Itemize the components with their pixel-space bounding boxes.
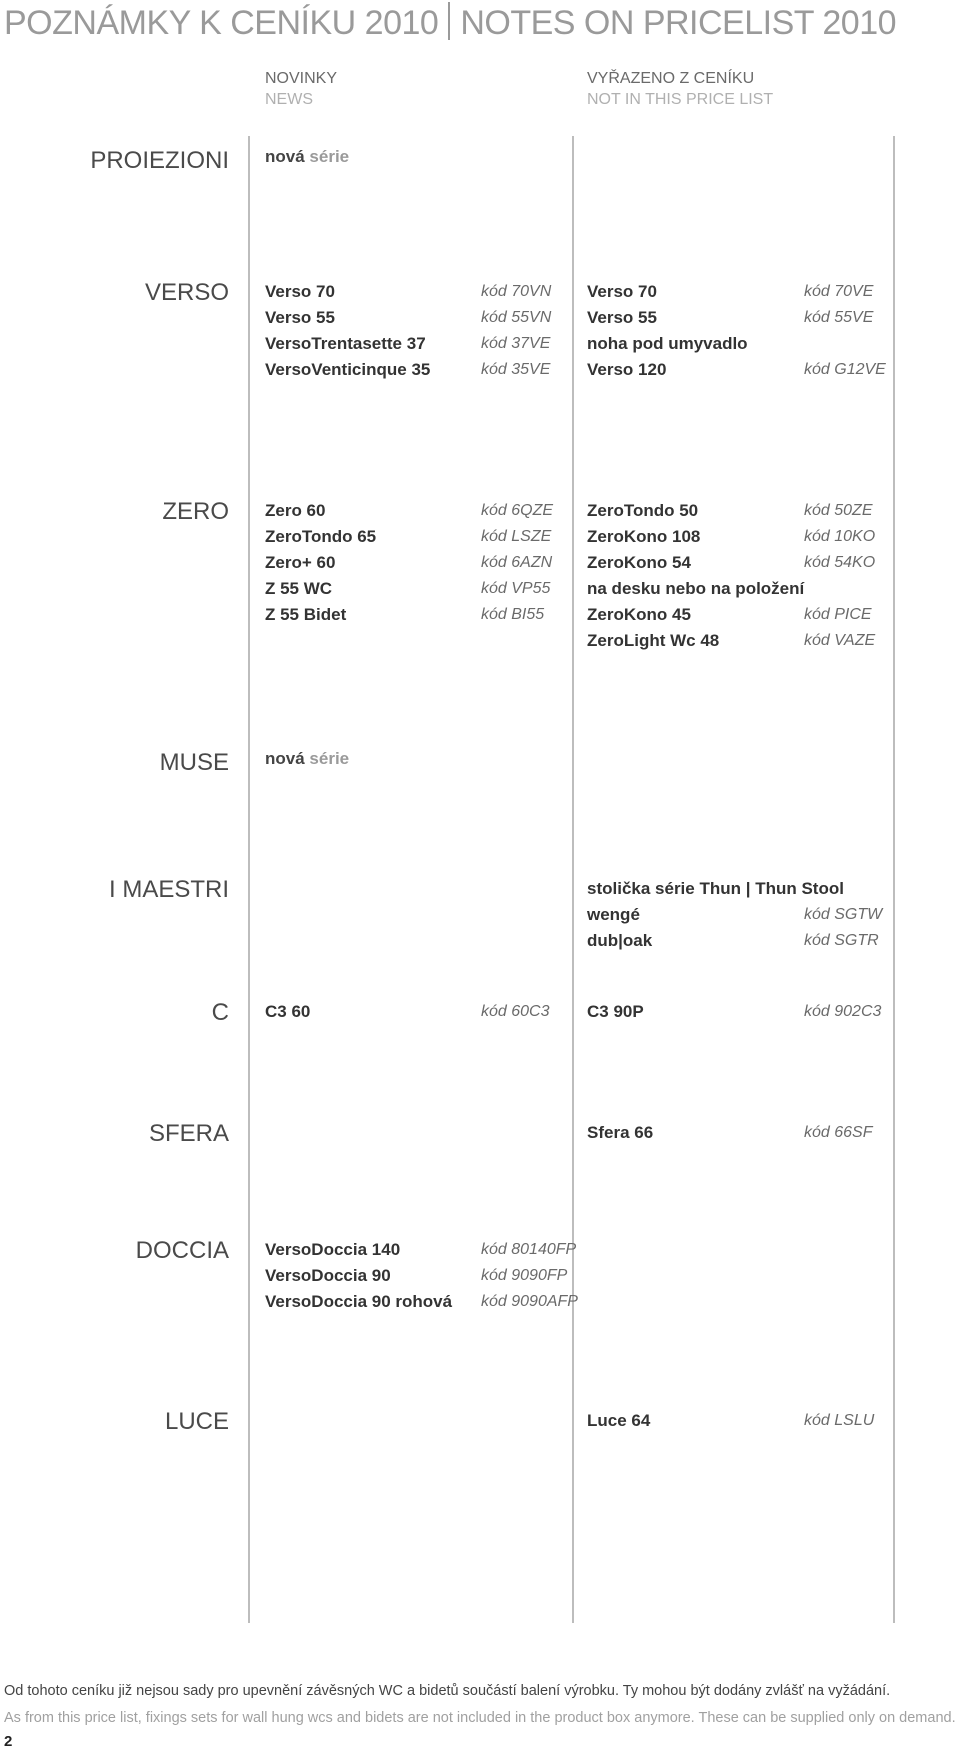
removed-item-name: na desku nebo na položení [587,579,805,598]
removed-item-name: dub|oak [587,931,653,950]
removed-item-code: kód SGTW [804,906,883,923]
news-item-code: kód VP55 [481,580,551,597]
news-item-code: kód 70VN [481,283,552,300]
section-name: MUSE [159,749,229,776]
news-item-code: kód 6QZE [481,502,554,519]
footnote-en: As from this price list, fixings sets for wall hung wcs and bidets are not included in the product box anymore. These can be supplied only on demand. [4,1710,956,1726]
page-title [4,2,896,43]
divider-left [248,136,250,1623]
news-item-code: kód 9090AFP [481,1293,578,1310]
removed-item-name: ZeroKono 54 [587,553,691,572]
title-cz: POZNÁMKY K CENÍKU 2010 [4,4,439,42]
removed-column-header [587,68,773,110]
news-item-name: VersoTrentasette 37 [265,334,426,353]
removed-item-name: ZeroKono 108 [587,527,701,546]
removed-item-code: kód 902C3 [804,1003,882,1020]
removed-item-code: kód PICE [804,606,872,623]
news-item-name: Z 55 WC [265,579,333,598]
removed-header-en: NOT IN THIS PRICE LIST [587,91,774,108]
new-series-label [265,147,349,167]
news-header-cz: NOVINKY [265,70,338,87]
news-item-code: kód BI55 [481,606,545,623]
news-item-name: VersoDoccia 90 rohová [265,1292,453,1311]
news-item-name: Verso 70 [265,282,335,301]
divider-right [893,136,895,1623]
removed-item-name: Verso 55 [587,308,657,327]
removed-item-name: noha pod umyvadlo [587,334,748,353]
section-name: ZERO [162,498,229,525]
news-item-code: kód 6AZN [481,554,553,571]
removed-item-name: C3 90P [587,1002,644,1021]
news-item-code: kód 55VN [481,309,552,326]
news-item-name: Zero+ 60 [265,553,336,572]
removed-item-code: kód SGTR [804,932,879,949]
removed-item-name: stolička série Thun | Thun Stool [587,879,844,898]
removed-item-name: wengé [587,905,640,924]
news-item-name: Verso 55 [265,308,335,327]
title-divider [448,2,450,40]
removed-item-code: kód G12VE [804,361,886,378]
divider-middle [572,136,574,1623]
news-item-name: Z 55 Bidet [265,605,347,624]
news-item-code: kód 37VE [481,335,551,352]
removed-item-code: kód 50ZE [804,502,873,519]
section-name: SFERA [148,1120,229,1147]
section-name: PROIEZIONI [90,147,229,174]
news-header-en: NEWS [265,91,313,108]
removed-item-name: Verso 120 [587,360,667,379]
removed-item-code: kód 10KO [804,528,876,545]
news-item-name: ZeroTondo 65 [265,527,377,546]
removed-item-code: kód 55VE [804,309,874,326]
removed-item-name: Verso 70 [587,282,657,301]
removed-item-name: ZeroTondo 50 [587,501,699,520]
news-item-name: VersoDoccia 140 [265,1240,401,1259]
section-name: VERSO [144,279,229,306]
news-item-name: Zero 60 [265,501,326,520]
news-item-code: kód 35VE [481,361,551,378]
new-series-word1: nová [265,147,305,166]
section-name: C [211,999,229,1026]
new-series-word1: nová [265,749,305,768]
removed-item-name: ZeroLight Wc 48 [587,631,720,650]
removed-item-code: kód LSLU [804,1412,875,1429]
removed-item-code: kód 54KO [804,554,876,571]
new-series-word2: série [309,749,350,768]
removed-item-name: Luce 64 [587,1411,651,1430]
news-item-code: kód 60C3 [481,1003,550,1020]
removed-item-code: kód VAZE [804,632,876,649]
removed-item-name: Sfera 66 [587,1123,654,1142]
removed-header-cz: VYŘAZENO Z CENÍKU [587,70,755,87]
news-item-name: VersoDoccia 90 [265,1266,391,1285]
removed-item-code: kód 70VE [804,283,874,300]
news-item-name: VersoVenticinque 35 [265,360,431,379]
new-series-word2: série [309,147,350,166]
removed-item-name: ZeroKono 45 [587,605,691,624]
footnote-cz: Od tohoto ceníku již nejsou sady pro upevnění závěsných WC a bidetů součástí balení výrobku. Ty mohou být dodány zvlášť na vyžádání. [4,1683,891,1699]
new-series-label [265,749,349,769]
page-number: 2 [4,1733,13,1750]
news-item-code: kód 9090FP [481,1267,568,1284]
news-item-code: kód 80140FP [481,1241,577,1258]
section-name: I MAESTRI [108,876,229,903]
section-name: DOCCIA [135,1237,229,1264]
title-en: NOTES ON PRICELIST 2010 [460,4,897,42]
news-item-code: kód LSZE [481,528,552,545]
news-column-header [265,68,337,110]
section-name: LUCE [164,1408,229,1435]
removed-item-code: kód 66SF [804,1124,873,1141]
news-item-name: C3 60 [265,1002,311,1021]
